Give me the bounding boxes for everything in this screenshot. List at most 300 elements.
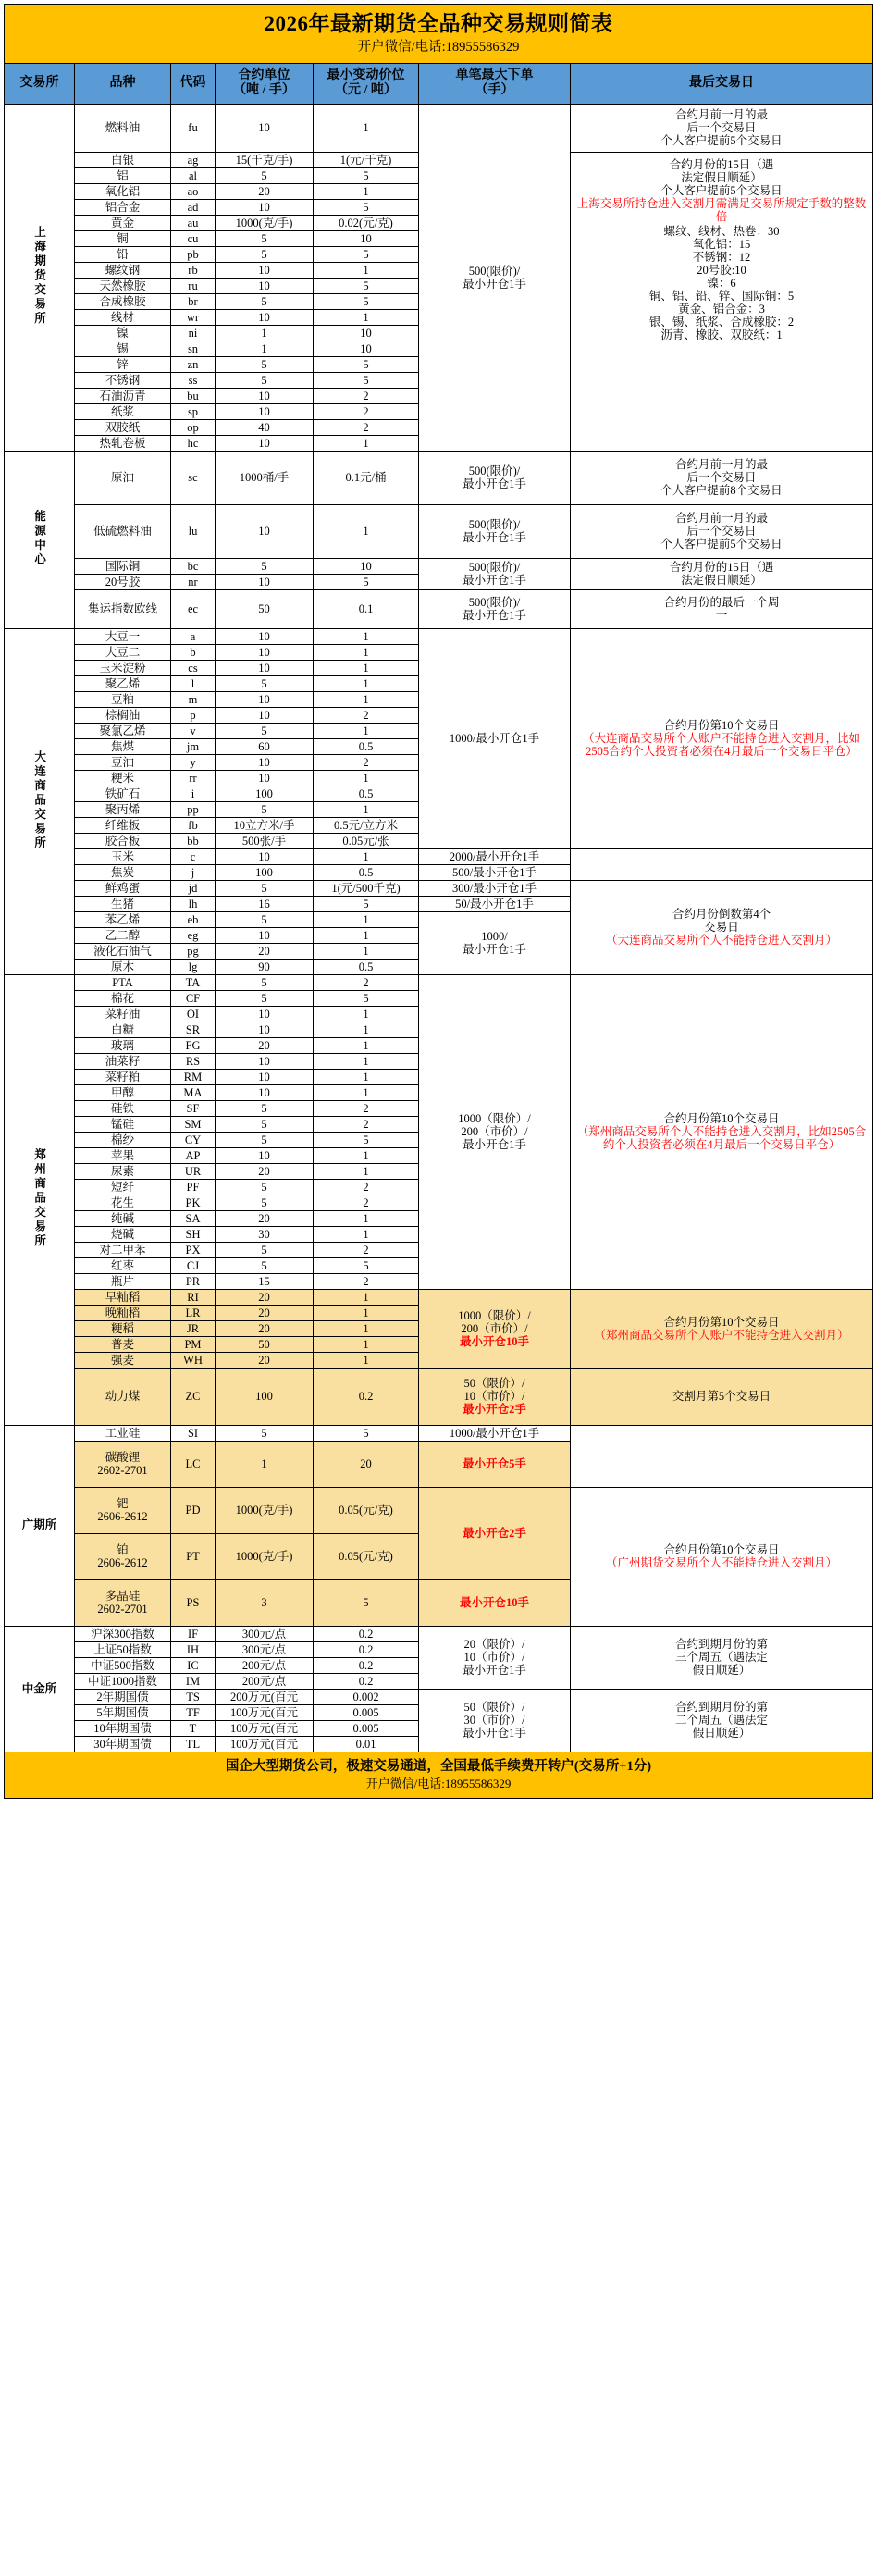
contract-unit: 10 xyxy=(216,660,314,675)
product-code: SI xyxy=(171,1425,216,1441)
contract-unit: 10立方米/手 xyxy=(216,817,314,833)
contract-unit: 10 xyxy=(216,388,314,403)
contract-unit: 3 xyxy=(216,1579,314,1626)
dce-red-note-2: （大连商品交易所个人不能持仓进入交割月） xyxy=(606,934,838,947)
product-name: 原油 xyxy=(75,451,171,504)
max-order-dce-g3: 1000/ 最小开仓1手 xyxy=(419,911,571,974)
contract-unit: 20 xyxy=(216,1210,314,1226)
contract-unit: 5 xyxy=(216,880,314,896)
table-row xyxy=(5,1626,873,1641)
tick-size: 0.005 xyxy=(314,1720,419,1736)
product-name: 棕榈油 xyxy=(75,707,171,723)
product-name: 晚籼稻 xyxy=(75,1305,171,1320)
product-name: 动力煤 xyxy=(75,1368,171,1425)
contract-unit: 10 xyxy=(216,574,314,589)
contract-unit: 1000桶/手 xyxy=(216,451,314,504)
tick-size: 5 xyxy=(314,293,419,309)
tick-size: 2 xyxy=(314,403,419,419)
contract-unit: 5 xyxy=(216,230,314,246)
product-name: 玻璃 xyxy=(75,1037,171,1053)
last-trading-day: 合约月前一月的最 后一个交易日 个人客户提前5个交易日 xyxy=(571,504,873,558)
product-name: 集运指数欧线 xyxy=(75,589,171,628)
product-name: 锡 xyxy=(75,341,171,356)
last-trading-day-gfex: 合约月份第10个交易日 （广州期货交易所个人不能持仓进入交割月） xyxy=(571,1487,873,1626)
contract-unit: 20 xyxy=(216,1289,314,1305)
product-code: cs xyxy=(171,660,216,675)
product-name: 锌 xyxy=(75,356,171,372)
contract-unit: 10 xyxy=(216,199,314,215)
tick-size: 1(元/千克) xyxy=(314,152,419,167)
product-name: 油菜籽 xyxy=(75,1053,171,1069)
tick-size: 0.002 xyxy=(314,1689,419,1704)
max-order: 1000/最小开仓1手 xyxy=(419,1425,571,1441)
tick-size: 5 xyxy=(314,574,419,589)
tick-size: 1 xyxy=(314,1336,419,1352)
contract-unit: 5 xyxy=(216,558,314,574)
contract-unit: 20 xyxy=(216,943,314,959)
tick-size: 5 xyxy=(314,372,419,388)
product-code: IF xyxy=(171,1626,216,1641)
max-order: 最小开仓2手 xyxy=(419,1487,571,1579)
product-code: bb xyxy=(171,833,216,848)
exchange-label-shfe: 上海期货交易所 xyxy=(5,104,75,451)
product-code: y xyxy=(171,754,216,770)
tick-size: 2 xyxy=(314,1242,419,1257)
contract-unit: 20 xyxy=(216,1037,314,1053)
product-code: PS xyxy=(171,1579,216,1626)
czce-red-note: （郑州商品交易所个人不能持仓进入交割月，比如2505合约个人投资者必须在4月最后一个交易日平仓） xyxy=(576,1125,867,1152)
product-code: wr xyxy=(171,309,216,325)
col-header-product: 品种 xyxy=(75,63,171,104)
product-code: lh xyxy=(171,896,216,911)
tick-size: 0.05(元/克) xyxy=(314,1533,419,1579)
product-name: PTA xyxy=(75,974,171,990)
tick-size: 2 xyxy=(314,419,419,435)
product-code: i xyxy=(171,786,216,801)
tick-size: 0.5 xyxy=(314,786,419,801)
max-order: 50/最小开仓1手 xyxy=(419,896,571,911)
tick-size: 0.2 xyxy=(314,1368,419,1425)
product-name: 纸浆 xyxy=(75,403,171,419)
contract-unit: 5 xyxy=(216,1425,314,1441)
product-code: ec xyxy=(171,589,216,628)
table-row xyxy=(5,880,873,896)
product-name: 铝合金 xyxy=(75,199,171,215)
product-code: AP xyxy=(171,1147,216,1163)
contract-unit: 100 xyxy=(216,864,314,880)
tick-size: 5 xyxy=(314,1257,419,1273)
contract-unit: 10 xyxy=(216,1069,314,1084)
product-name: 生猪 xyxy=(75,896,171,911)
table-row xyxy=(5,1487,873,1533)
tick-size: 1 xyxy=(314,848,419,864)
tick-size: 1 xyxy=(314,943,419,959)
tick-size: 20 xyxy=(314,1441,419,1487)
contract-unit: 5 xyxy=(216,801,314,817)
product-name: 聚丙烯 xyxy=(75,801,171,817)
product-code: IC xyxy=(171,1657,216,1673)
max-order: 500(限价)/ 最小开仓1手 xyxy=(419,451,571,504)
exchange-label-dce: 大连商品交易所 xyxy=(5,628,75,974)
product-name: 瓶片 xyxy=(75,1273,171,1289)
product-code: TS xyxy=(171,1689,216,1704)
tick-size: 0.2 xyxy=(314,1657,419,1673)
contract-unit: 10 xyxy=(216,691,314,707)
max-order-czce-g1: 1000（限价）/ 200（市价）/ 最小开仓1手 xyxy=(419,974,571,1289)
contract-unit: 10 xyxy=(216,104,314,152)
product-name: 烧碱 xyxy=(75,1226,171,1242)
product-name: 乙二醇 xyxy=(75,927,171,943)
product-name: 低硫燃料油 xyxy=(75,504,171,558)
product-name: 强麦 xyxy=(75,1352,171,1368)
table-row xyxy=(5,1689,873,1704)
col-header-exchange: 交易所 xyxy=(5,63,75,104)
last-trading-day-czce-g1: 合约月份第10个交易日 （郑州商品交易所个人不能持仓进入交割月，比如2505合约个人投资者必须在4月最后一个交易日平仓） xyxy=(571,974,873,1289)
product-name: 20号胶 xyxy=(75,574,171,589)
product-name: 焦炭 xyxy=(75,864,171,880)
product-name: 粳稻 xyxy=(75,1320,171,1336)
product-name: 镍 xyxy=(75,325,171,341)
col-header-contract-unit: 合约单位 （吨 / 手） xyxy=(216,63,314,104)
last-trading-day-zc: 交割月第5个交易日 xyxy=(571,1368,873,1425)
contract-unit: 20 xyxy=(216,1320,314,1336)
tick-size: 0.05元/张 xyxy=(314,833,419,848)
product-code: TA xyxy=(171,974,216,990)
tick-size: 1 xyxy=(314,1084,419,1100)
product-name: 大豆一 xyxy=(75,628,171,644)
product-code: lg xyxy=(171,959,216,974)
tick-size: 1 xyxy=(314,1289,419,1305)
tick-size: 5 xyxy=(314,356,419,372)
product-name: 玉米 xyxy=(75,848,171,864)
last-trading-day: 合约月份的15日（遇 法定假日顺延） xyxy=(571,558,873,589)
product-code: T xyxy=(171,1720,216,1736)
last-trading-day-spacer xyxy=(571,848,873,880)
contract-unit: 200元/点 xyxy=(216,1657,314,1673)
contract-unit: 200元/点 xyxy=(216,1673,314,1689)
product-name: 原木 xyxy=(75,959,171,974)
footer-banner xyxy=(5,1752,873,1798)
table-row xyxy=(5,558,873,574)
table-row xyxy=(5,504,873,558)
tick-size: 1 xyxy=(314,309,419,325)
product-name: 纯碱 xyxy=(75,1210,171,1226)
product-code: sn xyxy=(171,341,216,356)
contract-unit: 10 xyxy=(216,1084,314,1100)
product-code: RS xyxy=(171,1053,216,1069)
page-subtitle: 开户微信/电话:18955586329 xyxy=(357,39,520,55)
product-code: rb xyxy=(171,262,216,278)
exchange-label-gfex: 广期所 xyxy=(5,1425,75,1626)
product-name: 液化石油气 xyxy=(75,943,171,959)
product-name: 10年期国债 xyxy=(75,1720,171,1736)
product-name: 2年期国债 xyxy=(75,1689,171,1704)
product-code: PF xyxy=(171,1179,216,1195)
dce-red-note: （大连商品交易所个人账户不能持仓进入交割月，比如2505合约个人投资者必须在4月最后一个交易日平仓） xyxy=(583,732,861,759)
product-code: CF xyxy=(171,990,216,1006)
gfex-red-note: （广州期货交易所个人不能持仓进入交割月） xyxy=(606,1556,838,1570)
contract-unit: 10 xyxy=(216,1147,314,1163)
product-name: 胶合板 xyxy=(75,833,171,848)
tick-size: 1 xyxy=(314,1037,419,1053)
product-code: OI xyxy=(171,1006,216,1022)
product-code: SR xyxy=(171,1022,216,1037)
tick-size: 2 xyxy=(314,1100,419,1116)
product-code: nr xyxy=(171,574,216,589)
last-trading-day-spacer-gfex xyxy=(571,1425,873,1487)
product-code: ss xyxy=(171,372,216,388)
footer-line-2: 开户微信/电话:18955586329 xyxy=(365,1777,512,1791)
product-code: PK xyxy=(171,1195,216,1210)
exchange-label-czce: 郑州商品交易所 xyxy=(5,974,75,1425)
table-row xyxy=(5,1425,873,1441)
table-row xyxy=(5,848,873,864)
footer-row xyxy=(5,1752,873,1798)
product-code: op xyxy=(171,419,216,435)
tick-size: 0.5 xyxy=(314,864,419,880)
tick-size: 2 xyxy=(314,974,419,990)
col-header-max-order: 单笔最大下单 （手） xyxy=(419,63,571,104)
product-code: ag xyxy=(171,152,216,167)
contract-unit: 30 xyxy=(216,1226,314,1242)
product-name: 聚氯乙烯 xyxy=(75,723,171,738)
tick-size: 1 xyxy=(314,262,419,278)
contract-unit: 300元/点 xyxy=(216,1626,314,1641)
product-code: fb xyxy=(171,817,216,833)
product-name: 豆油 xyxy=(75,754,171,770)
col-header-code: 代码 xyxy=(171,63,216,104)
product-code: pg xyxy=(171,943,216,959)
contract-unit: 10 xyxy=(216,848,314,864)
contract-unit: 100 xyxy=(216,786,314,801)
product-name: 棉花 xyxy=(75,990,171,1006)
tick-size: 0.05(元/克) xyxy=(314,1487,419,1533)
contract-unit: 5 xyxy=(216,167,314,183)
product-name: 铅 xyxy=(75,246,171,262)
contract-unit: 40 xyxy=(216,419,314,435)
exchange-label-ine: 能源中心 xyxy=(5,451,75,628)
product-code: p xyxy=(171,707,216,723)
product-name: 粳米 xyxy=(75,770,171,786)
tick-size: 2 xyxy=(314,707,419,723)
product-code: ao xyxy=(171,183,216,199)
product-name: 铝 xyxy=(75,167,171,183)
contract-unit: 5 xyxy=(216,372,314,388)
product-code: pb xyxy=(171,246,216,262)
contract-unit: 15 xyxy=(216,1273,314,1289)
contract-unit: 10 xyxy=(216,435,314,451)
contract-unit: 50 xyxy=(216,1336,314,1352)
product-code: bc xyxy=(171,558,216,574)
contract-unit: 5 xyxy=(216,1257,314,1273)
tick-size: 0.2 xyxy=(314,1641,419,1657)
tick-size: 5 xyxy=(314,199,419,215)
contract-unit: 50 xyxy=(216,589,314,628)
tick-size: 5 xyxy=(314,1132,419,1147)
contract-unit: 10 xyxy=(216,309,314,325)
tick-size: 1 xyxy=(314,1226,419,1242)
contract-unit: 5 xyxy=(216,1116,314,1132)
tick-size: 0.2 xyxy=(314,1626,419,1641)
product-name: 纤维板 xyxy=(75,817,171,833)
max-order-dce-g1: 1000/最小开仓1手 xyxy=(419,628,571,848)
product-name: 合成橡胶 xyxy=(75,293,171,309)
product-name: 锰硅 xyxy=(75,1116,171,1132)
product-name: 燃料油 xyxy=(75,104,171,152)
product-code: PR xyxy=(171,1273,216,1289)
product-name: 白银 xyxy=(75,152,171,167)
max-order: 最小开仓10手 xyxy=(419,1579,571,1626)
tick-size: 1 xyxy=(314,1352,419,1368)
product-code: b xyxy=(171,644,216,660)
tick-size: 1 xyxy=(314,801,419,817)
contract-unit: 16 xyxy=(216,896,314,911)
product-code: sc xyxy=(171,451,216,504)
product-code: rr xyxy=(171,770,216,786)
tick-size: 1 xyxy=(314,927,419,943)
tick-size: 10 xyxy=(314,341,419,356)
product-code: a xyxy=(171,628,216,644)
product-name: 不锈钢 xyxy=(75,372,171,388)
tick-size: 1 xyxy=(314,435,419,451)
product-name: 大豆二 xyxy=(75,644,171,660)
max-order-cffex-index: 20（限价）/ 10（市价）/ 最小开仓1手 xyxy=(419,1626,571,1689)
contract-unit: 300元/点 xyxy=(216,1641,314,1657)
last-trading-day-dce-g2: 合约月份倒数第4个 交易日 （大连商品交易所个人不能持仓进入交割月） xyxy=(571,880,873,974)
tick-size: 1 xyxy=(314,1053,419,1069)
contract-unit: 5 xyxy=(216,974,314,990)
tick-size: 10 xyxy=(314,325,419,341)
last-trading-day-shfe: 合约月份的15日（遇 法定假日顺延） 个人客户提前5个交易日 上海交易所持仓进入交割月需满足交易所规定手数的整数倍 螺纹、线材、热卷：30 氧化铝：15 不锈钢：12 20号胶:10 镍：6 铜、铝、铅、锌、国际铜：5 黄金、铝合金：3 银、锡、纸浆、合成橡胶：2 沥青、橡胶、双胶纸：1 xyxy=(571,152,873,451)
contract-unit: 10 xyxy=(216,770,314,786)
tick-size: 1 xyxy=(314,183,419,199)
tick-size: 0.5元/立方米 xyxy=(314,817,419,833)
tick-size: 1 xyxy=(314,1022,419,1037)
contract-unit: 20 xyxy=(216,183,314,199)
product-name: 天然橡胶 xyxy=(75,278,171,293)
product-code: au xyxy=(171,215,216,230)
contract-unit: 90 xyxy=(216,959,314,974)
tick-size: 1 xyxy=(314,675,419,691)
col-header-tick-size: 最小变动价位 （元 / 吨） xyxy=(314,63,419,104)
tick-size: 1 xyxy=(314,1320,419,1336)
contract-unit: 5 xyxy=(216,675,314,691)
product-code: SH xyxy=(171,1226,216,1242)
contract-unit: 1 xyxy=(216,325,314,341)
czce-red-note-2: （郑州商品交易所个人账户不能持仓进入交割月） xyxy=(594,1328,849,1342)
product-code: FG xyxy=(171,1037,216,1053)
contract-unit: 10 xyxy=(216,707,314,723)
product-name: 豆粕 xyxy=(75,691,171,707)
max-order-shfe: 500(限价)/ 最小开仓1手 xyxy=(419,104,571,451)
contract-unit: 5 xyxy=(216,1179,314,1195)
product-name: 5年期国债 xyxy=(75,1704,171,1720)
tick-size: 10 xyxy=(314,230,419,246)
contract-unit: 10 xyxy=(216,628,314,644)
contract-unit: 10 xyxy=(216,403,314,419)
product-code: m xyxy=(171,691,216,707)
product-name: 工业硅 xyxy=(75,1425,171,1441)
table-row xyxy=(5,628,873,644)
tick-size: 0.02(元/克) xyxy=(314,215,419,230)
product-name: 菜籽油 xyxy=(75,1006,171,1022)
product-code: fu xyxy=(171,104,216,152)
table-header-row xyxy=(5,63,873,104)
max-order: 2000/最小开仓1手 xyxy=(419,848,571,864)
product-code: ad xyxy=(171,199,216,215)
product-name: 钯 2606-2612 xyxy=(75,1487,171,1533)
product-code: v xyxy=(171,723,216,738)
product-name: 铁矿石 xyxy=(75,786,171,801)
tick-size: 1 xyxy=(314,1006,419,1022)
tick-size: 5 xyxy=(314,167,419,183)
product-name: 花生 xyxy=(75,1195,171,1210)
product-name: 上证50指数 xyxy=(75,1641,171,1657)
contract-unit: 1000(克/手) xyxy=(216,215,314,230)
product-name: 铂 2606-2612 xyxy=(75,1533,171,1579)
tick-size: 1 xyxy=(314,504,419,558)
tick-size: 5 xyxy=(314,1579,419,1626)
contract-unit: 100万元(百元 xyxy=(216,1736,314,1752)
product-code: RM xyxy=(171,1069,216,1084)
product-code: PD xyxy=(171,1487,216,1533)
tick-size: 5 xyxy=(314,896,419,911)
product-code: PT xyxy=(171,1533,216,1579)
max-order-zc: 50（限价）/ 10（市价）/ 最小开仓2手 xyxy=(419,1368,571,1425)
shfe-red-note: 上海交易所持仓进入交割月需满足交易所规定手数的整数倍 xyxy=(576,196,867,223)
product-code: l xyxy=(171,675,216,691)
max-order-cffex-bond: 50（限价）/ 30（市价）/ 最小开仓1手 xyxy=(419,1689,571,1752)
last-trading-day-cffex-bond: 合约到期月份的第 二个周五（遇法定 假日顺延） xyxy=(571,1689,873,1752)
contract-unit: 20 xyxy=(216,1352,314,1368)
product-code: CJ xyxy=(171,1257,216,1273)
contract-unit: 10 xyxy=(216,644,314,660)
product-name: 焦煤 xyxy=(75,738,171,754)
product-code: jd xyxy=(171,880,216,896)
contract-unit: 5 xyxy=(216,723,314,738)
product-code: JR xyxy=(171,1320,216,1336)
contract-unit: 1 xyxy=(216,341,314,356)
contract-unit: 5 xyxy=(216,356,314,372)
product-code: RI xyxy=(171,1289,216,1305)
product-code: eg xyxy=(171,927,216,943)
product-name: 普麦 xyxy=(75,1336,171,1352)
product-name: 短纤 xyxy=(75,1179,171,1195)
contract-unit: 15(千克/手) xyxy=(216,152,314,167)
product-name: 玉米淀粉 xyxy=(75,660,171,675)
product-name: 螺纹钢 xyxy=(75,262,171,278)
product-name: 白糖 xyxy=(75,1022,171,1037)
table-row xyxy=(5,974,873,990)
contract-unit: 10 xyxy=(216,1022,314,1037)
product-code: CY xyxy=(171,1132,216,1147)
contract-unit: 1 xyxy=(216,1441,314,1487)
contract-unit: 500张/手 xyxy=(216,833,314,848)
product-code: ru xyxy=(171,278,216,293)
last-trading-day-cffex-index: 合约到期月份的第 三个周五（遇法定 假日顺延） xyxy=(571,1626,873,1689)
table-row xyxy=(5,1289,873,1305)
product-name: 多晶硅 2602-2701 xyxy=(75,1579,171,1626)
contract-unit: 1000(克/手) xyxy=(216,1487,314,1533)
max-order-czce-hl: 1000（限价）/ 200（市价）/ 最小开仓10手 xyxy=(419,1289,571,1368)
last-trading-day: 合约月前一月的最 后一个交易日 个人客户提前8个交易日 xyxy=(571,451,873,504)
product-code: UR xyxy=(171,1163,216,1179)
contract-unit: 5 xyxy=(216,246,314,262)
contract-unit: 100万元(百元 xyxy=(216,1720,314,1736)
tick-size: 5 xyxy=(314,246,419,262)
product-code: cu xyxy=(171,230,216,246)
product-code: PX xyxy=(171,1242,216,1257)
